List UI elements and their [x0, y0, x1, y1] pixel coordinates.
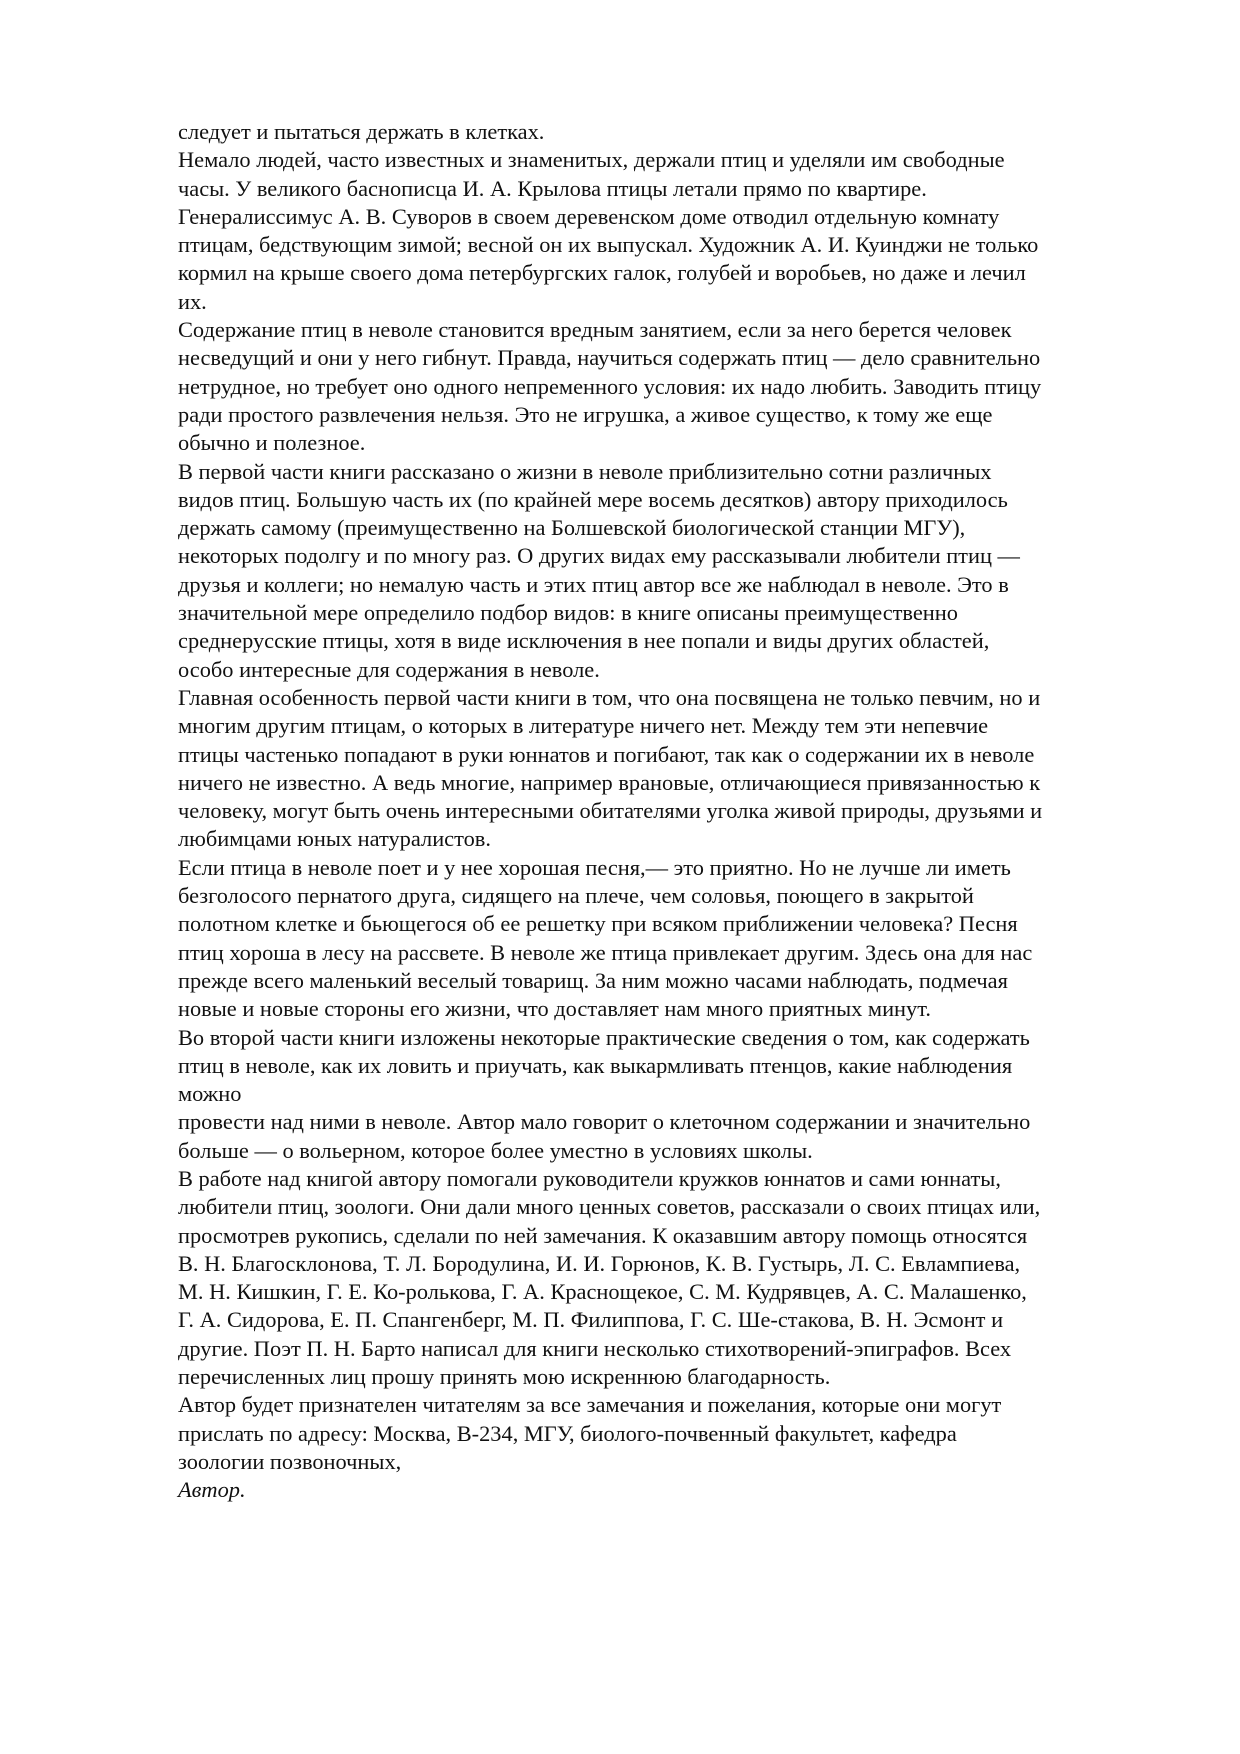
text-line: держать самому (преимущественно на Болшевской биологической станции МГУ), — [178, 515, 966, 541]
text-line: провести над ними в неволе. Автор мало говорит о клеточном содержании и значительно — [178, 1109, 1031, 1135]
author-signature: Автор. — [178, 1477, 246, 1503]
text-line: Немало людей, часто известных и знаменитых, держали птиц и уделяли им свободные — [178, 147, 1005, 173]
text-line: ничего не известно. А ведь многие, например врановые, отличающиеся привязанностью к — [178, 769, 1041, 795]
text-line: прежде всего маленький веселый товарищ. За ним можно часами наблюдать, подмечая — [178, 967, 1008, 993]
text-line: нетрудное, но требует оно одного непременного условия: их надо любить. Заводить птицу — [178, 373, 1042, 399]
text-line: среднерусские птицы, хотя в виде исключения в нее попали и виды других областей, — [178, 628, 990, 654]
text-line: кормил на крыше своего дома петербургских галок, голубей и воробьев, но даже и лечил — [178, 260, 1026, 286]
text-line: Г. А. Сидорова, Е. П. Спангенберг, М. П. Филиппова, Г. С. Ше-стакова, В. Н. Эсмонт и — [178, 1307, 1004, 1333]
text-line: некоторых подолгу и по многу раз. О других видах ему рассказывали любители птиц — — [178, 543, 1020, 569]
text-line: В первой части книги рассказано о жизни в неволе приблизительно сотни различных — [178, 458, 992, 484]
text-line: Если птица в неволе поет и у нее хорошая песня,— это приятно. Но не лучше ли иметь — [178, 854, 1011, 880]
text-line: больше — о вольерном, которое более уместно в условиях школы. — [178, 1137, 813, 1163]
text-line: Содержание птиц в неволе становится вредным занятием, если за него берется человек — [178, 317, 1012, 343]
document-body — [178, 118, 1138, 1476]
text-line: особо интересные для содержания в неволе. — [178, 656, 600, 682]
text-line: человеку, могут быть очень интересными обитателями уголка живой природы, друзьями и — [178, 798, 1043, 824]
text-line: значительной мере определило подбор видов: в книге описаны преимущественно — [178, 600, 958, 626]
document-page — [178, 118, 1138, 1505]
text-line: М. Н. Кишкин, Г. Е. Ко-ролькова, Г. А. Краснощекое, С. М. Кудрявцев, А. С. Малашенко, — [178, 1279, 1027, 1305]
text-line: друзья и коллеги; но немалую часть и этих птиц автор все же наблюдал в неволе. Это в — [178, 571, 1009, 597]
text-line: Во второй части книги изложены некоторые практические сведения о том, как содержать — [178, 1024, 1030, 1050]
text-line: прислать по адресу: Москва, В-234, МГУ, биолого-почвенный факультет, кафедра — [178, 1420, 957, 1446]
text-line: другие. Поэт П. Н. Барто написал для книги несколько стихотворений-эпиграфов. Всех — [178, 1335, 1012, 1361]
text-line: Главная особенность первой части книги в том, что она посвящена не только певчим, но и — [178, 684, 1041, 710]
text-line: птицы частенько попадают в руки юннатов и погибают, так как о содержании их в неволе — [178, 741, 1035, 767]
text-line: ради простого развлечения нельзя. Это не игрушка, а живое существо, к тому же еще — [178, 401, 993, 427]
text-line: можно — [178, 1081, 242, 1107]
text-line: В. Н. Благосклонова, Т. Л. Бородулина, И. И. Горюнов, К. В. Густырь, Л. С. Евлампиева, — [178, 1250, 1021, 1276]
text-line: птиц в неволе, как их ловить и приучать, как выкармливать птенцов, какие наблюдения — [178, 1052, 1013, 1078]
text-line: следует и пытаться держать в клетках. — [178, 119, 545, 144]
text-line: любимцами юных натуралистов. — [178, 826, 491, 852]
text-line: любители птиц, зоологи. Они дали много ценных советов, рассказали о своих птицах или, — [178, 1194, 1041, 1220]
text-line: Автор будет признателен читателям за все замечания и пожелания, которые они могут — [178, 1392, 1002, 1418]
text-line: птицам, бедствующим зимой; весной он их выпускал. Художник А. И. Куинджи не только — [178, 232, 1039, 258]
text-line: полотном клетке и бьющегося об ее решетку при всяком приближении человека? Песня — [178, 911, 1018, 937]
text-line: перечисленных лиц прошу принять мою искреннюю благодарность. — [178, 1364, 831, 1390]
text-line: безголосого пернатого друга, сидящего на плече, чем соловья, поющего в закрытой — [178, 883, 974, 909]
text-line: обычно и полезное. — [178, 430, 366, 456]
text-line: зоологии позвоночных, — [178, 1448, 402, 1474]
text-line: Генералиссимус А. В. Суворов в своем деревенском доме отводил отдельную комнату — [178, 203, 1000, 229]
text-line: часы. У великого баснописца И. А. Крылова птицы летали прямо по квартире. — [178, 175, 927, 201]
text-line: видов птиц. Большую часть их (по крайней мере восемь десятков) автору приходилось — [178, 486, 1008, 512]
text-line: новые и новые стороны его жизни, что доставляет нам много приятных минут. — [178, 996, 931, 1022]
text-line: несведущий и они у него гибнут. Правда, научиться содержать птиц — дело сравнительно — [178, 345, 1041, 371]
text-line: птиц хороша в лесу на рассвете. В неволе же птица привлекает другим. Здесь она для нас — [178, 939, 1033, 965]
text-line: просмотрев рукопись, сделали по ней замечания. К оказавшим автору помощь относятся — [178, 1222, 1028, 1248]
text-line: многим другим птицам, о которых в литературе ничего нет. Между тем эти непевчие — [178, 713, 989, 739]
text-line: их. — [178, 288, 207, 314]
text-line: В работе над книгой автору помогали руководители кружков юннатов и сами юннаты, — [178, 1165, 1001, 1191]
